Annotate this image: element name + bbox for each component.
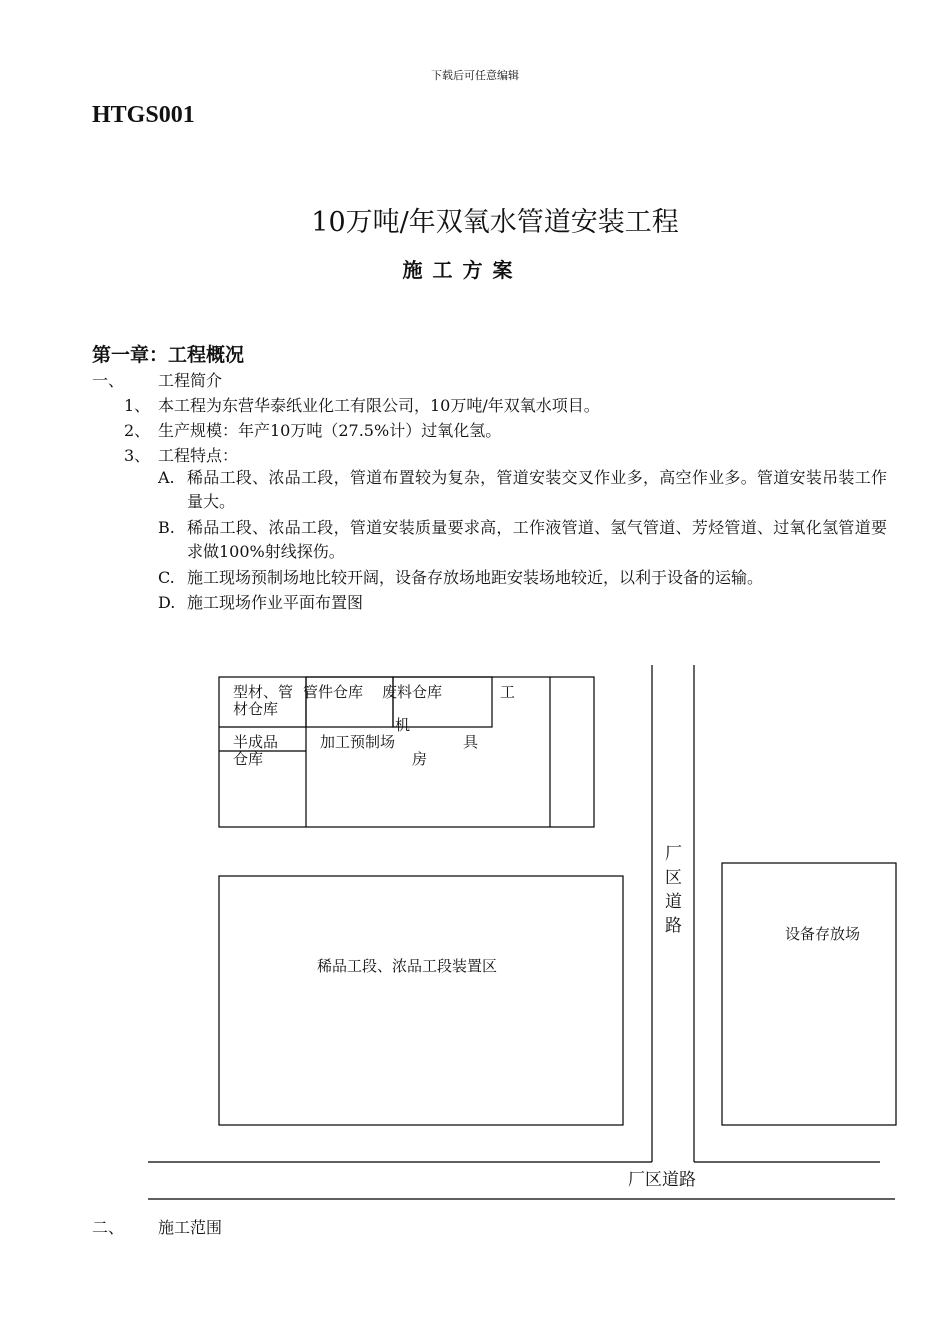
document-code: HTGS001 xyxy=(92,102,195,128)
vertical-road-label: 厂 区 道 路 xyxy=(665,844,682,936)
header-note: 下载后可任意编辑 xyxy=(431,69,519,82)
document-title: 10万吨/年双氧水管道安装工程 xyxy=(311,207,679,238)
section-title: 工程简介 xyxy=(158,371,223,390)
semi-product-store-label: 仓库 xyxy=(233,750,264,768)
tool-room-label: 工 xyxy=(500,683,516,701)
equipment-yard-box xyxy=(722,863,896,1125)
tool-room-label: 房 xyxy=(412,750,428,768)
list-number: 2、 xyxy=(124,421,151,440)
list-item: 本工程为东营华泰纸业化工有限公司，10万吨/年双氧水项目。 xyxy=(158,396,600,415)
feature-text: 稀品工段、浓品工段，管道安装质量要求高，工作液管道、氢气管道、芳烃管道、过氧化氢管道要求做100%射线探伤。 xyxy=(187,518,887,561)
chapter-heading: 第一章：工程概况 xyxy=(92,344,245,366)
profile-store-label: 型材、管 xyxy=(233,683,294,701)
prefab-yard-label: 加工预制场 xyxy=(320,733,396,751)
process-area-box xyxy=(219,876,623,1125)
section-title: 施工范围 xyxy=(158,1218,223,1237)
tool-room-label: 机 xyxy=(395,716,411,734)
section-number: 一、 xyxy=(92,371,125,390)
section-number: 二、 xyxy=(92,1218,125,1237)
document-subtitle: 施工方案 xyxy=(402,258,523,282)
feature-mark: D. xyxy=(158,593,176,612)
list-item: 生产规模：年产10万吨（27.5%计）过氧化氢。 xyxy=(158,421,502,440)
fitting-store-label: 管件仓库 xyxy=(303,683,364,701)
process-area-label: 稀品工段、浓品工段装置区 xyxy=(317,957,498,975)
waste-store-label: 废料仓库 xyxy=(382,683,443,701)
feature-text: 施工现场预制场地比较开阔，设备存放场地距安装场地较近，以利于设备的运输。 xyxy=(187,568,764,587)
equipment-yard-label: 设备存放场 xyxy=(785,925,861,943)
list-number: 3、 xyxy=(124,446,151,465)
horizontal-road-label: 厂区道路 xyxy=(628,1170,696,1190)
feature-mark: B. xyxy=(158,518,175,537)
list-item: 工程特点： xyxy=(158,446,239,465)
profile-store-label: 材仓库 xyxy=(233,700,279,718)
feature-text: 稀品工段、浓品工段，管道布置较为复杂，管道安装交叉作业多，高空作业多。管道安装吊装工作量大。 xyxy=(187,468,887,511)
semi-product-store-label: 半成品 xyxy=(233,733,279,751)
feature-text: 施工现场作业平面布置图 xyxy=(187,593,364,612)
list-number: 1、 xyxy=(124,396,151,415)
feature-mark: C. xyxy=(158,568,175,587)
tool-room-label: 具 xyxy=(463,733,479,751)
feature-mark: A. xyxy=(158,468,175,487)
